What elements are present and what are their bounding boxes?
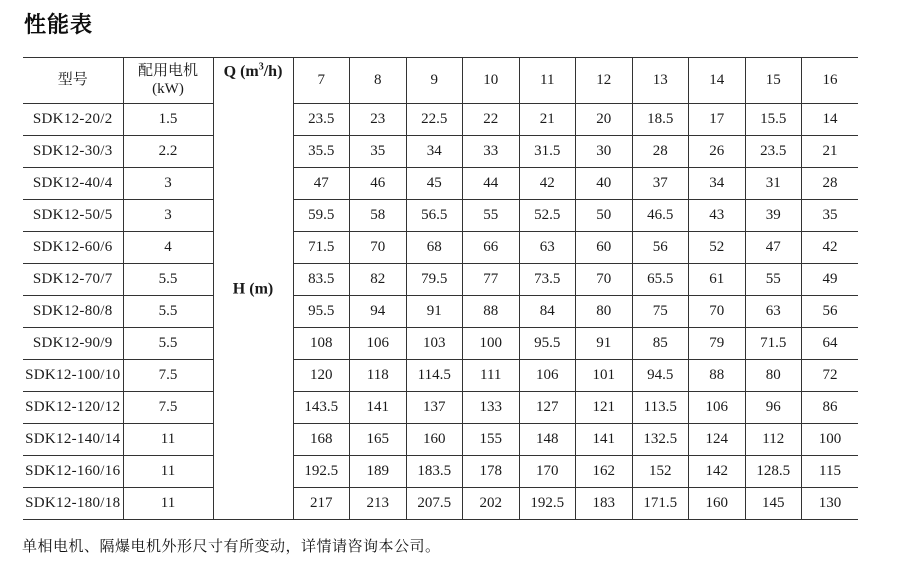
head-value-cell: 168	[293, 424, 350, 456]
head-value-cell: 68	[406, 232, 463, 264]
head-value-cell: 56	[802, 296, 859, 328]
motor-kw-cell: 5.5	[123, 328, 213, 360]
head-value-cell: 22.5	[406, 104, 463, 136]
head-value-cell: 113.5	[632, 392, 689, 424]
q-unit: $(m^3/h)$	[240, 62, 283, 81]
head-value-cell: 88	[689, 360, 746, 392]
head-value-cell: 91	[406, 296, 463, 328]
head-value-cell: 112	[745, 424, 802, 456]
flow-header-cell: 16	[802, 58, 859, 104]
model-cell: SDK12-160/16	[23, 456, 123, 488]
motor-header-line2: (kW)	[152, 80, 184, 97]
head-value-cell: 133	[463, 392, 520, 424]
head-value-cell: 95.5	[519, 328, 576, 360]
head-value-cell: 95.5	[293, 296, 350, 328]
head-value-cell: 192.5	[293, 456, 350, 488]
head-value-cell: 183.5	[406, 456, 463, 488]
motor-header-line1: 配用电机	[137, 63, 198, 80]
head-value-cell: 85	[632, 328, 689, 360]
head-value-cell: 44	[463, 168, 520, 200]
page-title: 性能表	[24, 12, 94, 37]
head-value-cell: 73.5	[519, 264, 576, 296]
head-value-cell: 35	[802, 200, 859, 232]
head-value-cell: 106	[519, 360, 576, 392]
head-value-cell: 42	[519, 168, 576, 200]
motor-kw-cell: 2.2	[123, 136, 213, 168]
head-value-cell: 121	[576, 392, 633, 424]
head-value-cell: 35	[350, 136, 407, 168]
head-value-cell: 88	[463, 296, 520, 328]
head-value-cell: 103	[406, 328, 463, 360]
head-value-cell: 152	[632, 456, 689, 488]
flow-header-cell: 9	[406, 58, 463, 104]
head-value-cell: 66	[463, 232, 520, 264]
head-value-cell: 80	[576, 296, 633, 328]
motor-kw-cell: 3	[123, 200, 213, 232]
head-value-cell: 83.5	[293, 264, 350, 296]
head-value-cell: 120	[293, 360, 350, 392]
head-value-cell: 70	[350, 232, 407, 264]
model-cell: SDK12-90/9	[23, 328, 123, 360]
head-value-cell: 52	[689, 232, 746, 264]
head-value-cell: 23	[350, 104, 407, 136]
head-value-cell: 70	[576, 264, 633, 296]
model-cell: SDK12-120/12	[23, 392, 123, 424]
head-value-cell: 35.5	[293, 136, 350, 168]
head-value-cell: 202	[463, 488, 520, 520]
head-value-cell: 59.5	[293, 200, 350, 232]
flow-header-cell: 14	[689, 58, 746, 104]
head-value-cell: 101	[576, 360, 633, 392]
head-value-cell: 160	[689, 488, 746, 520]
head-value-cell: 189	[350, 456, 407, 488]
head-value-cell: 46	[350, 168, 407, 200]
table-row	[23, 296, 858, 328]
table-row	[23, 136, 858, 168]
model-cell: SDK12-50/5	[23, 200, 123, 232]
head-value-cell: 21	[519, 104, 576, 136]
head-value-cell: 137	[406, 392, 463, 424]
head-value-cell: 111	[463, 360, 520, 392]
model-cell: SDK12-40/4	[23, 168, 123, 200]
table-row	[23, 392, 858, 424]
head-value-cell: 79	[689, 328, 746, 360]
motor-kw-cell: 7.5	[123, 392, 213, 424]
head-value-cell: 17	[689, 104, 746, 136]
flow-axis-label	[214, 62, 293, 82]
head-value-cell: 82	[350, 264, 407, 296]
model-cell: SDK12-60/6	[23, 232, 123, 264]
model-cell: SDK12-100/10	[23, 360, 123, 392]
head-value-cell: 21	[802, 136, 859, 168]
head-value-cell: 33	[463, 136, 520, 168]
head-value-cell: 31.5	[519, 136, 576, 168]
motor-kw-cell: 1.5	[123, 104, 213, 136]
head-value-cell: 192.5	[519, 488, 576, 520]
head-value-cell: 28	[802, 168, 859, 200]
head-value-cell: 142	[689, 456, 746, 488]
table-row	[23, 264, 858, 296]
head-value-cell: 77	[463, 264, 520, 296]
head-value-cell: 43	[689, 200, 746, 232]
head-value-cell: 79.5	[406, 264, 463, 296]
head-value-cell: 72	[802, 360, 859, 392]
head-value-cell: 162	[576, 456, 633, 488]
head-value-cell: 213	[350, 488, 407, 520]
head-value-cell: 61	[689, 264, 746, 296]
head-value-cell: 106	[350, 328, 407, 360]
head-value-cell: 71.5	[745, 328, 802, 360]
head-value-cell: 217	[293, 488, 350, 520]
footnote: 单相电机、隔爆电机外形尺寸有所变动，详情请咨询本公司。	[22, 538, 441, 555]
head-value-cell: 55	[463, 200, 520, 232]
head-value-cell: 141	[350, 392, 407, 424]
head-value-cell: 148	[519, 424, 576, 456]
head-value-cell: 28	[632, 136, 689, 168]
head-value-cell: 145	[745, 488, 802, 520]
head-value-cell: 115	[802, 456, 859, 488]
head-value-cell: 63	[745, 296, 802, 328]
flow-header-cell: 8	[350, 58, 407, 104]
head-value-cell: 39	[745, 200, 802, 232]
head-value-cell: 30	[576, 136, 633, 168]
flow-header-cell: 7	[293, 58, 350, 104]
head-value-cell: 108	[293, 328, 350, 360]
header-cell-motor	[123, 58, 213, 104]
head-value-cell: 94	[350, 296, 407, 328]
model-cell: SDK12-180/18	[23, 488, 123, 520]
head-value-cell: 23.5	[293, 104, 350, 136]
head-value-cell: 128.5	[745, 456, 802, 488]
head-value-cell: 14	[802, 104, 859, 136]
head-value-cell: 141	[576, 424, 633, 456]
head-value-cell: 15.5	[745, 104, 802, 136]
model-cell: SDK12-140/14	[23, 424, 123, 456]
flow-header-cell: 13	[632, 58, 689, 104]
table-row	[23, 168, 858, 200]
head-value-cell: 75	[632, 296, 689, 328]
head-value-cell: 80	[745, 360, 802, 392]
flow-header-cell: 12	[576, 58, 633, 104]
head-value-cell: 132.5	[632, 424, 689, 456]
head-value-cell: 47	[745, 232, 802, 264]
head-value-cell: 26	[689, 136, 746, 168]
head-value-cell: 70	[689, 296, 746, 328]
head-value-cell: 46.5	[632, 200, 689, 232]
head-value-cell: 96	[745, 392, 802, 424]
head-value-cell: 60	[576, 232, 633, 264]
table-header-row	[23, 58, 858, 104]
motor-kw-cell: 7.5	[123, 360, 213, 392]
table-row	[23, 360, 858, 392]
head-value-cell: 34	[406, 136, 463, 168]
head-value-cell: 65.5	[632, 264, 689, 296]
head-value-cell: 42	[802, 232, 859, 264]
head-value-cell: 86	[802, 392, 859, 424]
header-cell-model: 型号	[23, 58, 123, 104]
h-symbol: H	[232, 279, 246, 297]
head-value-cell: 58	[350, 200, 407, 232]
head-value-cell: 45	[406, 168, 463, 200]
head-value-cell: 94.5	[632, 360, 689, 392]
head-value-cell: 91	[576, 328, 633, 360]
head-value-cell: 52.5	[519, 200, 576, 232]
performance-table	[23, 57, 858, 520]
motor-kw-cell: 11	[123, 488, 213, 520]
model-cell: SDK12-20/2	[23, 104, 123, 136]
head-axis-label	[214, 279, 293, 298]
motor-kw-cell: 4	[123, 232, 213, 264]
table-row	[23, 104, 858, 136]
table-row	[23, 424, 858, 456]
head-value-cell: 37	[632, 168, 689, 200]
head-value-cell: 22	[463, 104, 520, 136]
head-value-cell: 178	[463, 456, 520, 488]
head-value-cell: 50	[576, 200, 633, 232]
head-value-cell: 34	[689, 168, 746, 200]
head-value-cell: 49	[802, 264, 859, 296]
motor-kw-cell: 5.5	[123, 264, 213, 296]
head-value-cell: 165	[350, 424, 407, 456]
head-value-cell: 118	[350, 360, 407, 392]
flow-header-cell: 10	[463, 58, 520, 104]
head-value-cell: 143.5	[293, 392, 350, 424]
table-row	[23, 232, 858, 264]
flow-header-cell: 11	[519, 58, 576, 104]
head-value-cell: 114.5	[406, 360, 463, 392]
motor-kw-cell: 3	[123, 168, 213, 200]
head-value-cell: 171.5	[632, 488, 689, 520]
head-value-cell: 155	[463, 424, 520, 456]
head-value-cell: 56	[632, 232, 689, 264]
table-row	[23, 456, 858, 488]
model-cell: SDK12-80/8	[23, 296, 123, 328]
head-value-cell: 160	[406, 424, 463, 456]
head-value-cell: 23.5	[745, 136, 802, 168]
model-cell: SDK12-70/7	[23, 264, 123, 296]
h-unit: (m)	[249, 279, 274, 297]
head-value-cell: 56.5	[406, 200, 463, 232]
table-row	[23, 328, 858, 360]
table-row	[23, 488, 858, 520]
flow-header-cell: 15	[745, 58, 802, 104]
model-cell: SDK12-30/3	[23, 136, 123, 168]
q-h-merged-cell	[213, 58, 293, 520]
head-value-cell: 18.5	[632, 104, 689, 136]
head-value-cell: 100	[802, 424, 859, 456]
head-value-cell: 64	[802, 328, 859, 360]
head-value-cell: 71.5	[293, 232, 350, 264]
head-value-cell: 84	[519, 296, 576, 328]
motor-kw-cell: 11	[123, 456, 213, 488]
head-value-cell: 207.5	[406, 488, 463, 520]
head-value-cell: 31	[745, 168, 802, 200]
head-value-cell: 106	[689, 392, 746, 424]
head-value-cell: 127	[519, 392, 576, 424]
head-value-cell: 183	[576, 488, 633, 520]
head-value-cell: 55	[745, 264, 802, 296]
head-value-cell: 170	[519, 456, 576, 488]
q-symbol: Q	[223, 63, 237, 81]
head-value-cell: 130	[802, 488, 859, 520]
motor-kw-cell: 11	[123, 424, 213, 456]
head-value-cell: 100	[463, 328, 520, 360]
motor-kw-cell: 5.5	[123, 296, 213, 328]
head-value-cell: 63	[519, 232, 576, 264]
head-value-cell: 124	[689, 424, 746, 456]
table-row	[23, 200, 858, 232]
head-value-cell: 47	[293, 168, 350, 200]
head-value-cell: 20	[576, 104, 633, 136]
head-value-cell: 40	[576, 168, 633, 200]
